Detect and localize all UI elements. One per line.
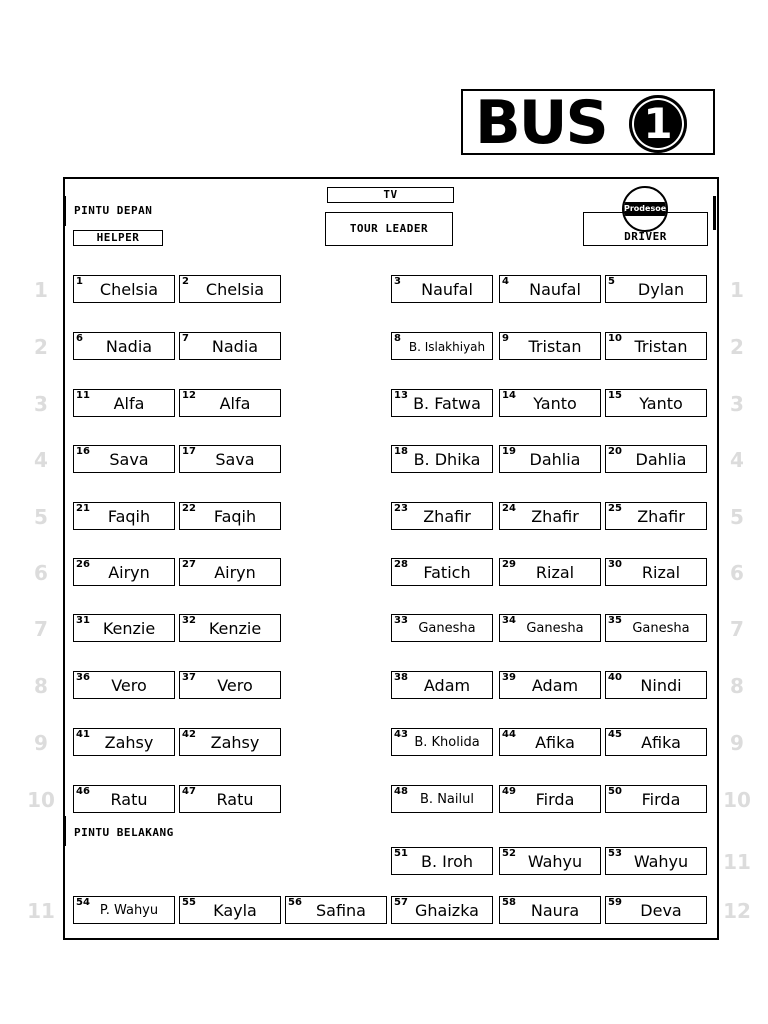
row-number: 8 — [730, 674, 744, 698]
seat-name: Fatich — [423, 563, 471, 582]
seat — [605, 502, 707, 530]
seat-number: 51 — [394, 848, 408, 859]
seat-number: 39 — [502, 672, 516, 683]
seat — [391, 785, 493, 813]
seat-name: Wahyu — [527, 852, 583, 871]
seat — [73, 445, 175, 473]
seat-number: 22 — [182, 503, 196, 514]
row-number: 9 — [34, 731, 48, 755]
driver-seat: DRIVER — [583, 212, 708, 246]
seat — [391, 558, 493, 586]
seat — [499, 445, 601, 473]
seat-number: 9 — [502, 333, 509, 344]
tour-leader-seat: TOUR LEADER — [325, 212, 453, 246]
seat — [499, 728, 601, 756]
seat-number: 35 — [608, 615, 622, 626]
seat-name: Ratu — [110, 790, 148, 809]
seat-name: Faqih — [107, 507, 151, 526]
row-number: 12 — [723, 899, 751, 923]
seat — [499, 502, 601, 530]
seat-number: 41 — [76, 729, 90, 740]
right-front-marker — [713, 196, 716, 230]
seat-name: Rizal — [641, 563, 681, 582]
seat — [605, 389, 707, 417]
seat-number: 15 — [608, 390, 622, 401]
seat-number: 16 — [76, 446, 90, 457]
seat-name: P. Wahyu — [99, 903, 159, 918]
seat-name: B. Kholida — [414, 735, 480, 750]
seat — [179, 332, 281, 360]
seat-name: B. Dhika — [413, 450, 481, 469]
seat-name: Naura — [530, 901, 580, 920]
seat-number: 36 — [76, 672, 90, 683]
seat-name: Firda — [641, 790, 681, 809]
seat — [499, 614, 601, 642]
seat — [605, 785, 707, 813]
seat-name: Tristan — [634, 337, 688, 356]
seat — [605, 847, 707, 875]
seat — [605, 275, 707, 303]
seat — [179, 502, 281, 530]
seat-number: 13 — [394, 390, 408, 401]
seat-number: 58 — [502, 897, 516, 908]
seat-number: 29 — [502, 559, 516, 570]
seat-name: Adam — [531, 676, 579, 695]
seat-number: 26 — [76, 559, 90, 570]
seat-number: 1 — [76, 276, 83, 287]
seat — [179, 445, 281, 473]
seat-number: 38 — [394, 672, 408, 683]
back-door-marker — [63, 816, 66, 846]
seat-number: 21 — [76, 503, 90, 514]
seat-name: Faqih — [213, 507, 257, 526]
seat-name: Airyn — [108, 563, 150, 582]
front-door-label: PINTU DEPAN — [74, 204, 153, 217]
row-number: 3 — [730, 392, 744, 416]
row-number: 4 — [730, 448, 744, 472]
seat — [391, 389, 493, 417]
seat-name: Vero — [111, 676, 147, 695]
seat — [73, 502, 175, 530]
seat — [391, 896, 493, 924]
seat-name: Chelsia — [205, 280, 265, 299]
seat-number: 7 — [182, 333, 189, 344]
seat-name: Adam — [423, 676, 471, 695]
seat-number: 50 — [608, 786, 622, 797]
seat-name: Ganesha — [526, 621, 584, 636]
seat-number: 3 — [394, 276, 401, 287]
seat-number: 57 — [394, 897, 408, 908]
seat-number: 6 — [76, 333, 83, 344]
row-number: 5 — [730, 505, 744, 529]
seat — [499, 275, 601, 303]
seat-number: 23 — [394, 503, 408, 514]
seat-name: Zhafir — [531, 507, 579, 526]
seat-name: Ganesha — [632, 621, 690, 636]
seat — [391, 275, 493, 303]
seat-number: 8 — [394, 333, 401, 344]
seat-number: 48 — [394, 786, 408, 797]
seat-name: Nadia — [105, 337, 153, 356]
seat-number: 17 — [182, 446, 196, 457]
seat — [391, 728, 493, 756]
seat-name: Dahlia — [529, 450, 581, 469]
seat-number: 54 — [76, 897, 90, 908]
seat-number: 44 — [502, 729, 516, 740]
row-number: 5 — [34, 505, 48, 529]
seat — [499, 847, 601, 875]
seat-name: Sava — [215, 450, 255, 469]
seat — [391, 502, 493, 530]
seat-name: Alfa — [113, 394, 145, 413]
seat — [73, 614, 175, 642]
seat-number: 59 — [608, 897, 622, 908]
row-number: 2 — [34, 335, 48, 359]
seat — [499, 389, 601, 417]
seat — [499, 671, 601, 699]
seat — [73, 275, 175, 303]
seat — [179, 558, 281, 586]
seat — [73, 785, 175, 813]
seat — [73, 896, 175, 924]
seat-number: 10 — [608, 333, 622, 344]
tv-box: TV — [327, 187, 454, 203]
seat-name: Wahyu — [633, 852, 689, 871]
seat-name: Ganesha — [418, 621, 476, 636]
seat — [499, 896, 601, 924]
seat-name: Afika — [641, 733, 681, 752]
seat — [179, 785, 281, 813]
seat-number: 12 — [182, 390, 196, 401]
seat-name: B. Nailul — [420, 792, 474, 807]
seat-name: Kenzie — [102, 619, 156, 638]
seat-number: 28 — [394, 559, 408, 570]
seat — [605, 614, 707, 642]
seat — [499, 558, 601, 586]
seat — [179, 614, 281, 642]
seat-name: Afika — [535, 733, 575, 752]
helper-seat: HELPER — [73, 230, 163, 246]
seat-number: 40 — [608, 672, 622, 683]
seat-name: Ratu — [216, 790, 254, 809]
seat — [391, 671, 493, 699]
row-number: 7 — [730, 617, 744, 641]
seat-name: Ghaizka — [415, 901, 479, 920]
row-number: 8 — [34, 674, 48, 698]
seat — [605, 332, 707, 360]
seat — [605, 896, 707, 924]
seat-number: 55 — [182, 897, 196, 908]
seat-number: 46 — [76, 786, 90, 797]
seat-name: Alfa — [219, 394, 251, 413]
seat-name: Zhafir — [637, 507, 685, 526]
seat-name: Kayla — [213, 901, 257, 920]
seat — [391, 445, 493, 473]
seat-name: Chelsia — [99, 280, 159, 299]
seat-number: 25 — [608, 503, 622, 514]
seat — [179, 671, 281, 699]
seat — [73, 389, 175, 417]
seat — [179, 389, 281, 417]
seat — [605, 558, 707, 586]
seat-name: B. Islakhiyah — [408, 340, 486, 354]
seat — [73, 671, 175, 699]
seat-name: Sava — [109, 450, 149, 469]
seat-name: Tristan — [528, 337, 582, 356]
seat-name: Naufal — [421, 280, 473, 299]
front-door-marker — [63, 196, 66, 226]
row-number: 2 — [730, 335, 744, 359]
seat-name: Dylan — [637, 280, 685, 299]
row-number: 10 — [27, 788, 55, 812]
seat-number: 52 — [502, 848, 516, 859]
seat — [499, 332, 601, 360]
bus-title-box — [461, 88, 715, 158]
seat — [179, 728, 281, 756]
row-number: 6 — [34, 561, 48, 585]
seat-name: B. Fatwa — [413, 394, 481, 413]
seat-name: Vero — [217, 676, 253, 695]
row-number: 9 — [730, 731, 744, 755]
seat — [605, 728, 707, 756]
logo-text: Prodesoe — [624, 202, 666, 216]
seat-number: 20 — [608, 446, 622, 457]
seat-name: Naufal — [529, 280, 581, 299]
seat-number: 18 — [394, 446, 408, 457]
seat-name: Nadia — [211, 337, 259, 356]
seat-name: Kenzie — [208, 619, 262, 638]
seat-number: 43 — [394, 729, 408, 740]
seat-name: Rizal — [535, 563, 575, 582]
seat — [391, 847, 493, 875]
seat-number: 31 — [76, 615, 90, 626]
bus-number-circle — [629, 95, 687, 153]
bus-title: BUS — [475, 88, 607, 158]
seat — [73, 332, 175, 360]
seat — [605, 445, 707, 473]
seat-name: Yanto — [639, 394, 683, 413]
seat-number: 27 — [182, 559, 196, 570]
seat — [391, 614, 493, 642]
seat-number: 45 — [608, 729, 622, 740]
seat — [179, 896, 281, 924]
seat-name: B. Iroh — [420, 852, 474, 871]
seat-name: Firda — [535, 790, 575, 809]
seat — [499, 785, 601, 813]
seat-number: 11 — [76, 390, 90, 401]
seat-number: 19 — [502, 446, 516, 457]
row-number: 7 — [34, 617, 48, 641]
seat-name: Airyn — [214, 563, 256, 582]
seat-name: Nindi — [640, 676, 682, 695]
seat-name: Zhafir — [423, 507, 471, 526]
row-number: 11 — [723, 850, 751, 874]
seat-number: 56 — [288, 897, 302, 908]
seat — [73, 558, 175, 586]
seat-number: 42 — [182, 729, 196, 740]
seat — [73, 728, 175, 756]
row-number: 10 — [723, 788, 751, 812]
seat-number: 33 — [394, 615, 408, 626]
seat-number: 2 — [182, 276, 189, 287]
seat-number: 24 — [502, 503, 516, 514]
seat-name: Safina — [316, 901, 366, 920]
seat — [179, 275, 281, 303]
row-number: 4 — [34, 448, 48, 472]
row-number: 6 — [730, 561, 744, 585]
row-number: 1 — [34, 278, 48, 302]
seat-number: 14 — [502, 390, 516, 401]
seat-number: 37 — [182, 672, 196, 683]
seat-name: Yanto — [533, 394, 577, 413]
seat-number: 34 — [502, 615, 516, 626]
seat-number: 49 — [502, 786, 516, 797]
seat-number: 4 — [502, 276, 509, 287]
seat-name: Deva — [640, 901, 682, 920]
seat-name: Dahlia — [635, 450, 687, 469]
row-number: 3 — [34, 392, 48, 416]
seat-name: Zahsy — [104, 733, 154, 752]
seat-number: 53 — [608, 848, 622, 859]
back-door-label: PINTU BELAKANG — [74, 826, 174, 839]
bus-number: 1 — [643, 99, 673, 148]
seat — [605, 671, 707, 699]
seat-name: Zahsy — [210, 733, 260, 752]
seat-number: 47 — [182, 786, 196, 797]
seat — [285, 896, 387, 924]
seat-number: 32 — [182, 615, 196, 626]
row-number: 1 — [730, 278, 744, 302]
seat-number: 5 — [608, 276, 615, 287]
seat — [391, 332, 493, 360]
seat-number: 30 — [608, 559, 622, 570]
row-number: 11 — [27, 899, 55, 923]
